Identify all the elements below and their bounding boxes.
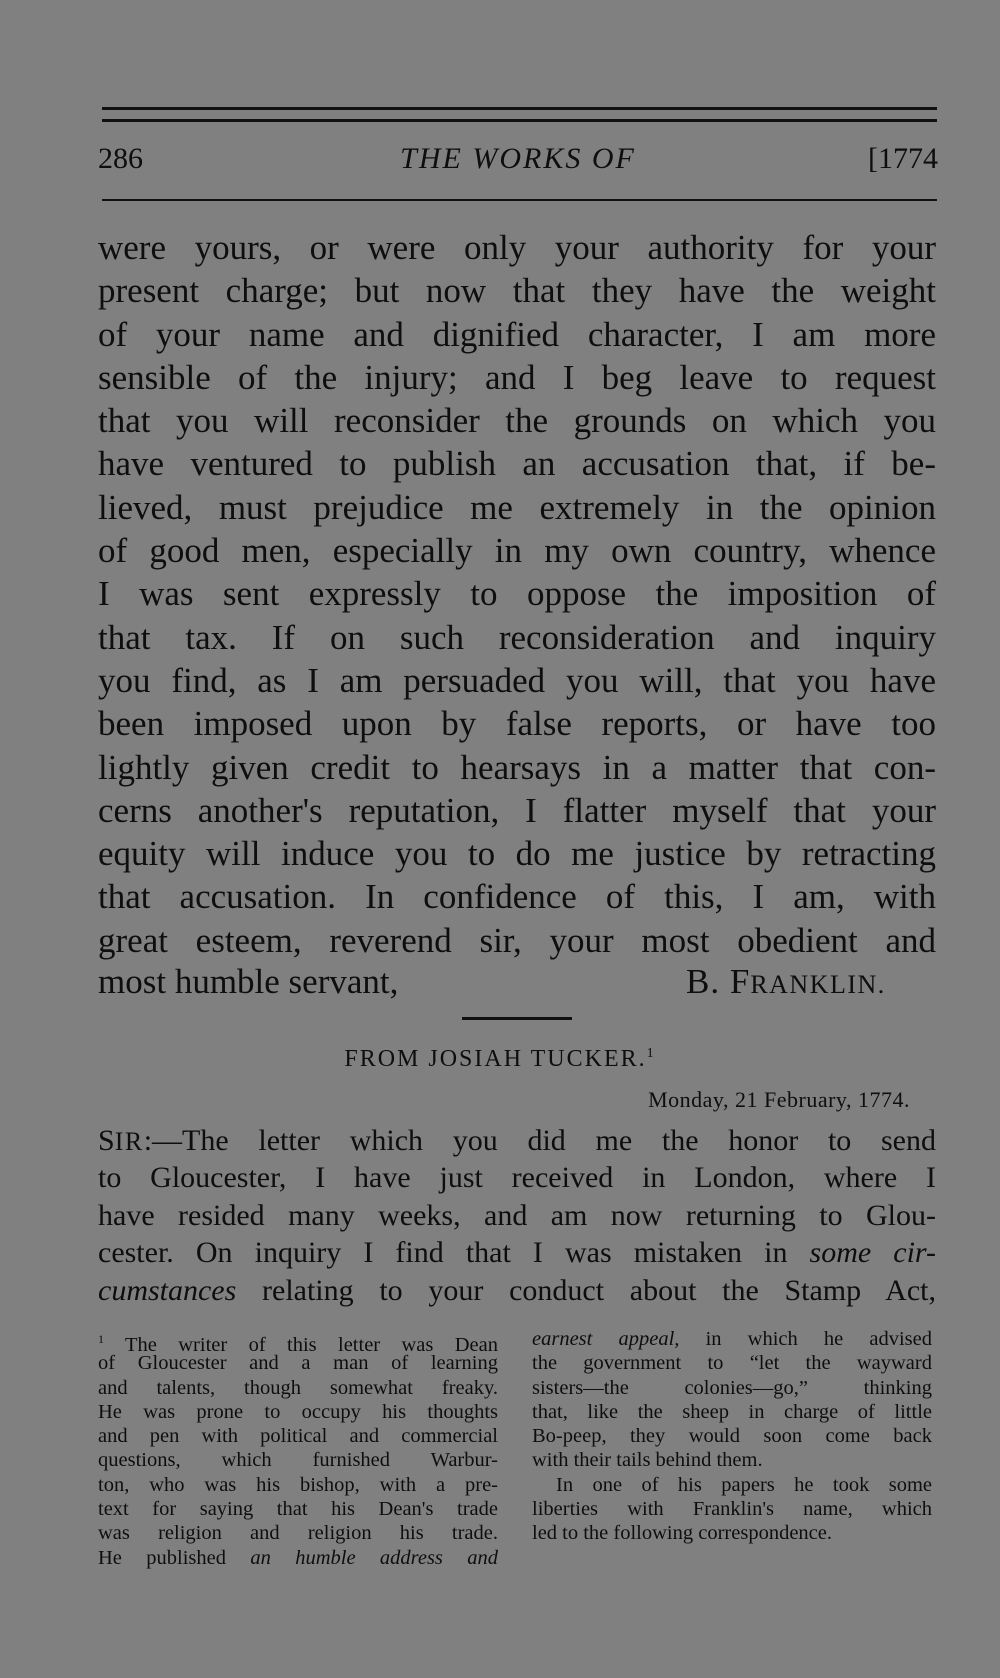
section-divider	[462, 1017, 572, 1020]
closing-text: most humble servant,	[98, 962, 399, 1001]
text-line	[98, 1234, 936, 1271]
text-line: sensible of the injury; and I beg leave to request	[98, 357, 936, 397]
header-year: [1774	[868, 142, 938, 175]
text-line: present charge; but now that they have the weight	[98, 271, 936, 311]
italic-segment: some cir-	[809, 1236, 936, 1270]
footnote-column-left	[98, 1327, 498, 1570]
text-line	[98, 1272, 936, 1309]
footnote-text: in which he advised	[705, 1328, 932, 1350]
header-underline	[102, 199, 937, 201]
letter-date: Monday, 21 February, 1774.	[648, 1087, 910, 1112]
footnote-line: with their tails behind them.	[532, 1449, 763, 1472]
running-title: THE WORKS OF	[400, 142, 636, 175]
text-line	[98, 1122, 936, 1159]
footnote-marker: 1	[98, 1332, 104, 1346]
footnote-italic: an humble address and	[250, 1546, 499, 1569]
footnote-marker: 1	[646, 1046, 656, 1061]
letter-heading-text: FROM JOSIAH TUCKER.	[344, 1046, 647, 1072]
text-line: I was sent expressly to oppose the imposition of	[98, 574, 936, 614]
text-line: cerns another's reputation, I flatter myself that your	[98, 790, 936, 830]
salutation-rest: :—The letter which you did me the honor to send	[143, 1124, 936, 1157]
text-line: of your name and dignified character, I am more	[98, 314, 936, 354]
letter-body	[98, 1122, 936, 1309]
text-line: that accusation. In confidence of this, I am, with	[98, 877, 936, 917]
header-double-rule-top	[102, 107, 937, 110]
text-line: you find, as I am persuaded you will, that you have	[98, 660, 936, 700]
footnote-line: of Gloucester and a man of learning	[98, 1352, 498, 1375]
signer-name	[686, 962, 886, 1002]
footnote-line: and talents, though somewhat freaky.	[98, 1376, 498, 1399]
text-segment: cester. On inquiry I find that I was mistaken in	[98, 1236, 788, 1270]
salutation-initial: S	[98, 1124, 115, 1157]
footnote-line: text for saying that his Dean's trade	[98, 1498, 498, 1521]
footnote-line	[532, 1327, 932, 1351]
text-line: have resided many weeks, and am now returning to Glou-	[98, 1198, 936, 1232]
footnote-line: the government to “let the wayward	[532, 1352, 932, 1375]
page-number: 286	[98, 142, 143, 175]
text-line: of good men, especially in my own country, whence	[98, 531, 936, 571]
footnote-line	[98, 1327, 498, 1356]
footnote-line: sisters—the colonies—go,” thinking	[532, 1376, 932, 1399]
footnote-line: ton, who was his bishop, with a pre-	[98, 1473, 498, 1496]
text-line: been imposed upon by false reports, or have too	[98, 704, 936, 744]
text-line: to Gloucester, I have just received in London, where I	[98, 1161, 936, 1195]
footnote-line: In one of his papers he took some	[556, 1473, 932, 1496]
footnote-line: led to the following correspondence.	[532, 1522, 833, 1545]
text-segment: relating to your conduct about the Stamp Act,	[262, 1273, 936, 1307]
footnote-column-right	[532, 1327, 932, 1546]
running-header	[98, 142, 938, 182]
footnote-line: was religion and religion his trade.	[98, 1522, 498, 1545]
footnote-italic: earnest appeal,	[532, 1328, 680, 1350]
italic-segment: cumstances	[98, 1273, 237, 1307]
signature-line	[98, 962, 936, 1005]
footnote-line: He was prone to occupy his thoughts	[98, 1400, 498, 1423]
footnote-line: and pen with political and commercial	[98, 1425, 498, 1448]
text-line: great esteem, reverend sir, your most obedient and	[98, 920, 936, 960]
footnote-line	[98, 1546, 498, 1570]
footnote-text: He published	[98, 1546, 226, 1569]
letter-heading	[0, 1046, 1000, 1073]
text-line: that you will reconsider the grounds on which you	[98, 401, 936, 441]
signer-initial: B. F	[686, 962, 751, 1001]
header-double-rule-bottom	[102, 119, 937, 122]
salutation-smallcaps: IR	[114, 1127, 144, 1156]
text-line: that tax. If on such reconsideration and inquiry	[98, 617, 936, 657]
letter-continuation-text	[98, 226, 936, 962]
footnote-text: The writer of this letter was Dean	[125, 1333, 498, 1356]
text-line: lieved, must prejudice me extremely in the opinion	[98, 487, 936, 527]
footnote-line: liberties with Franklin's name, which	[532, 1498, 932, 1521]
text-line: equity will induce you to do me justice by retracting	[98, 834, 936, 874]
text-line: have ventured to publish an accusation that, if be-	[98, 444, 936, 484]
footnote-line: questions, which furnished Warbur-	[98, 1449, 498, 1472]
text-line: were yours, or were only your authority for your	[98, 228, 936, 267]
footnote-line: Bo-peep, they would soon come back	[532, 1425, 932, 1448]
signer-surname-smallcaps: RANKLIN.	[750, 970, 886, 999]
text-line: lightly given credit to hearsays in a matter that con-	[98, 747, 936, 787]
footnote-line: that, like the sheep in charge of little	[532, 1400, 932, 1423]
